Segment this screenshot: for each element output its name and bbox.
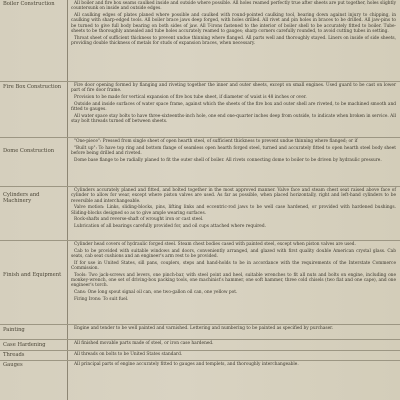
section-body	[71, 362, 396, 369]
section-heading: Gauges	[3, 362, 23, 368]
section-body	[71, 326, 396, 333]
section-heading: Dome Construction	[3, 148, 55, 154]
paragraph: Outside and inside surfaces of water space frame, against which the sheets of the fire box and outer shell are riveted, to be machined smooth and fitted to gauges.	[71, 101, 396, 112]
section-divider	[0, 81, 400, 82]
paragraph: Engine and tender to be well painted and varnished. Lettering and numbering to be painted as specified by purchaser.	[74, 326, 334, 331]
paragraph: All threads on bolts to be United States standard.	[74, 352, 183, 357]
paragraph: Provision to be made for vertical expansion of fire box tube sheet, if diameter of waist is 48 inches or over.	[74, 94, 307, 100]
paragraph: "One-piece": Pressed from single sheet of open hearth steel, of sufficient thickness to prevent undue thinning where flanged; or if	[74, 139, 358, 144]
paragraph: Cylinders accurately planed and fitted, and bolted together in the most approved manner. Valve face and steam chest seat raised above face of cylinder to allow for wear, except where piston valves are used. As far as possible, when placed horizontally, right and left-hand cylinders to be reversible and interchangeable.	[71, 188, 396, 204]
section-body	[71, 188, 396, 231]
section-divider	[0, 240, 400, 241]
paragraph: If for use in United States, sill pans, couplers, steps and hand-holds to be in accordance with the requirements of the Interstate Commerce Commission.	[71, 260, 396, 271]
section-body	[71, 242, 396, 303]
paragraph: Cans: One long spout signal oil can, one two-gallon oil can, one yellow pot.	[74, 289, 238, 295]
paragraph: Tools: Two jack-screws and levers, one pinch-bar, with steel point and heel, suitable wrenches to fit all nuts and bolts on engine, including one monkey-wrench, one set of driving-box packing tools, one machinist's hammer, one soft hammer, three cold chisels (two flat and one cape), and one engineer's torch.	[71, 272, 396, 289]
section-heading: Case Hardening	[3, 342, 46, 348]
section-heading: Threads	[3, 352, 25, 358]
section-heading: Boiler Construction	[3, 1, 55, 7]
paragraph: All boiler and fire box seams caulked inside and outside where possible. All holes reamed perfectly true after sheets are put together, holes slightly countersunk on inside and outside edges.	[71, 1, 396, 12]
section-body	[71, 341, 396, 348]
section-divider	[0, 324, 400, 325]
paragraph: Fire door opening formed by flanging and riveting together the inner and outer sheets, except on small engines. Used guard to be cast on lower part of fire door frame.	[71, 83, 396, 94]
paragraph: Lubrication of all bearings carefully provided for, and oil cups attached where required.	[74, 223, 266, 229]
paragraph: All caulking edges of plates planed where possible and caulked with round-pointed caulking tool, bearing down against injury to chipping, in caulking with sharp-edged tools. All boiler brace jaws deep forged, with holes drilled. All rivet and pin holes in braces to be drilled. All jaw-pins to be turned to give full body bearing on both sides of jaw. All T-irons fastened to the interior of boiler shell to be accurately fitted to boiler. Tube-sheets to be thoroughly annealed and tube holes accurately reamed to gauges; sharp corners carefully rounded, to avoid cutting tubes in setting.	[71, 12, 396, 35]
paragraph: All principal parts of engine accurately fitted to gauges and templets, and thoroughly interchangeable.	[74, 362, 299, 367]
section-divider	[0, 186, 400, 187]
section-body	[71, 83, 396, 126]
section-heading: Fire Box Construction	[3, 84, 62, 90]
section-heading: Finish and Equipment	[3, 272, 62, 278]
section-heading: Painting	[3, 327, 25, 333]
section-divider	[0, 137, 400, 138]
paragraph: Valve motion: Links, sliding-blocks, pins, lifting links and eccentric-rod jaws to be well case hardened, or provided with hardened bushings. Sliding-blocks designed so as to give ample wearing surfaces.	[71, 205, 396, 216]
paragraph: All water space stay bolts to have three-sixteenths-inch hole, one end one-quarter inches deep from outside, to indicate when broken in service. All stay bolt threads turned off between sheets.	[71, 113, 396, 124]
paragraph: All finished movable parts made of steel, or iron case hardened.	[74, 341, 214, 346]
section-body	[71, 139, 396, 164]
paragraph: Rock-shafts and reverse-shaft of wrought iron or cast steel.	[74, 217, 204, 223]
section-heading: Cylinders and Machinery	[3, 192, 40, 205]
paragraph: Cylinder head covers of hydraulic forged steel. Steam chest bodies cased with painted steel, except when piston valves are used.	[74, 242, 356, 247]
paragraph: Firing Irons: To suit fuel.	[74, 296, 129, 302]
paragraph: "Built up": To have top ring and bottom flange of seamless open hearth forged steel, turned and accurately fitted to open hearth steel body sheet before being drilled and riveted.	[71, 145, 396, 156]
margin-rule	[67, 0, 68, 400]
paragraph: Throat sheet of sufficient thickness to prevent undue thinning where flanged. All parts well and thoroughly stayed. Liners on inside of side sheets, providing double thickness of metals for studs of expansion braces, when necessary.	[71, 35, 396, 46]
section-body	[71, 1, 396, 48]
section-divider	[0, 339, 400, 340]
section-divider	[0, 360, 400, 361]
section-divider	[0, 350, 400, 351]
paragraph: Cab to be provided with suitable windows and doors, conveniently arranged, and glazed with first quality double American crystal glass. Cab seats, cab seat cushions and an engineer's arm rest to be provided.	[71, 248, 396, 259]
paragraph: Dome base flange to be radially planed to fit the outer shell of boiler. All rivets connecting dome to boiler to be driven by hydraulic pressure.	[74, 157, 382, 163]
section-body	[71, 352, 396, 359]
